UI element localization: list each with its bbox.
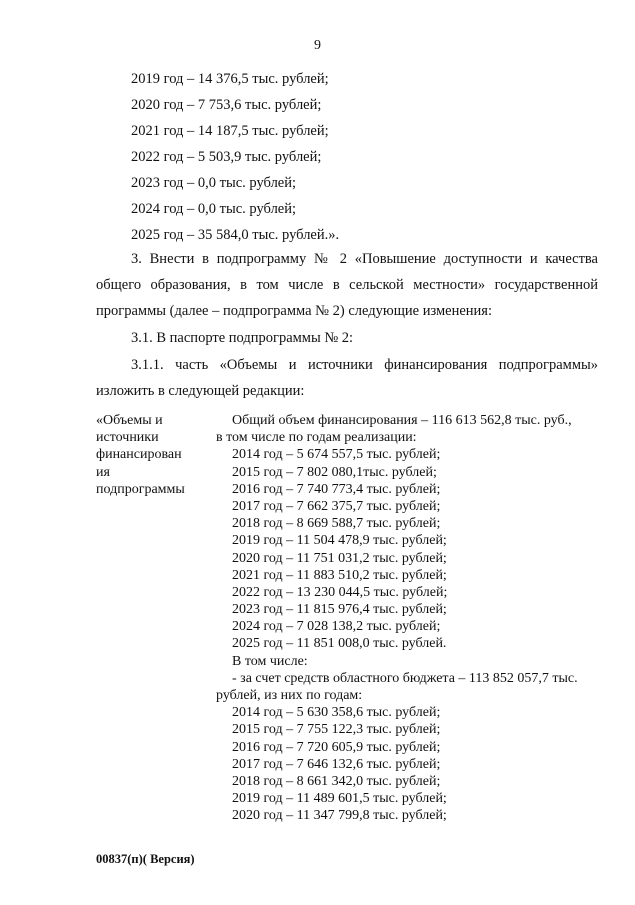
funding-value-line: 2014 год – 5 674 557,5 тыс. рублей; xyxy=(232,447,441,463)
funding-value-line: 2020 год – 11 347 799,8 тыс. рублей; xyxy=(232,808,447,824)
funding-value-line: Общий объем финансирования – 116 613 562,8 тыс. руб., xyxy=(232,413,572,428)
funding-table-values xyxy=(216,412,596,825)
funding-table-label xyxy=(96,412,206,498)
paragraph-3-1-1 xyxy=(96,352,598,404)
funding-value-line: 2019 год – 11 489 601,5 тыс. рублей; xyxy=(232,791,447,807)
funding-value-line: 2020 год – 11 751 031,2 тыс. рублей; xyxy=(232,550,447,566)
year-funding-list xyxy=(131,66,339,248)
year-funding-line: 2024 год – 0,0 тыс. рублей; xyxy=(131,201,297,217)
page-number: 9 xyxy=(314,38,321,53)
funding-value-line: В том числе: xyxy=(232,653,308,669)
year-funding-line: 2021 год – 14 187,5 тыс. рублей; xyxy=(131,123,329,139)
paragraph-3-line: 3. Внести в подпрограмму № 2 «Повышение доступности и качества xyxy=(131,251,598,267)
year-funding-line: 2019 год – 14 376,5 тыс. рублей; xyxy=(131,71,329,87)
funding-value-line: 2024 год – 7 028 138,2 тыс. рублей; xyxy=(232,619,441,635)
funding-label-line: ия xyxy=(96,464,110,480)
funding-value-line: рублей, из них по годам: xyxy=(216,688,363,703)
funding-label-line: финансирован xyxy=(96,447,182,463)
funding-value-line: 2018 год – 8 669 588,7 тыс. рублей; xyxy=(232,516,441,532)
funding-value-line: 2025 год – 11 851 008,0 тыс. рублей. xyxy=(232,636,447,652)
paragraph-3-1-1-line: изложить в следующей редакции: xyxy=(96,383,305,399)
funding-value-line: в том числе по годам реализации: xyxy=(216,430,417,446)
funding-value-line: 2016 год – 7 720 605,9 тыс. рублей; xyxy=(232,739,441,755)
paragraph-3-line: общего образования, в том числе в сельской местности» государственной xyxy=(96,277,598,293)
year-funding-line: 2023 год – 0,0 тыс. рублей; xyxy=(131,175,297,191)
funding-label-line: источники xyxy=(96,430,159,446)
year-funding-line: 2025 год – 35 584,0 тыс. рублей.». xyxy=(131,227,340,243)
funding-value-line: 2022 год – 13 230 044,5 тыс. рублей; xyxy=(232,584,448,600)
funding-label-line: «Объемы и xyxy=(96,413,163,428)
funding-value-line: 2018 год – 8 661 342,0 тыс. рублей; xyxy=(232,773,441,789)
funding-value-line: 2014 год – 5 630 358,6 тыс. рублей; xyxy=(232,705,441,721)
funding-value-line: 2017 год – 7 662 375,7 тыс. рублей; xyxy=(232,498,441,514)
funding-value-line: - за счет средств областного бюджета – 113 852 057,7 тыс. xyxy=(232,670,578,686)
funding-label-line: подпрограммы xyxy=(96,481,185,497)
paragraph-3 xyxy=(96,246,598,324)
funding-value-line: 2021 год – 11 883 510,2 тыс. рублей; xyxy=(232,567,447,583)
document-footer: 00837(п)( Версия) xyxy=(96,852,195,866)
funding-value-line: 2023 год – 11 815 976,4 тыс. рублей; xyxy=(232,602,447,618)
year-funding-line: 2022 год – 5 503,9 тыс. рублей; xyxy=(131,149,322,165)
funding-value-line: 2019 год – 11 504 478,9 тыс. рублей; xyxy=(232,533,447,549)
funding-value-line: 2017 год – 7 646 132,6 тыс. рублей; xyxy=(232,756,441,772)
paragraph-3-1 xyxy=(96,325,598,351)
funding-value-line: 2016 год – 7 740 773,4 тыс. рублей; xyxy=(232,481,441,497)
paragraph-3-1-text: 3.1. В паспорте подпрограммы № 2: xyxy=(131,330,354,346)
paragraph-3-line: программы (далее – подпрограмма № 2) следующие изменения: xyxy=(96,303,492,319)
paragraph-3-1-1-line: 3.1.1. часть «Объемы и источники финансирования подпрограммы» xyxy=(131,357,598,373)
funding-value-line: 2015 год – 7 802 080,1тыс. рублей; xyxy=(232,464,437,480)
year-funding-line: 2020 год – 7 753,6 тыс. рублей; xyxy=(131,97,322,113)
funding-value-line: 2015 год – 7 755 122,3 тыс. рублей; xyxy=(232,722,441,738)
